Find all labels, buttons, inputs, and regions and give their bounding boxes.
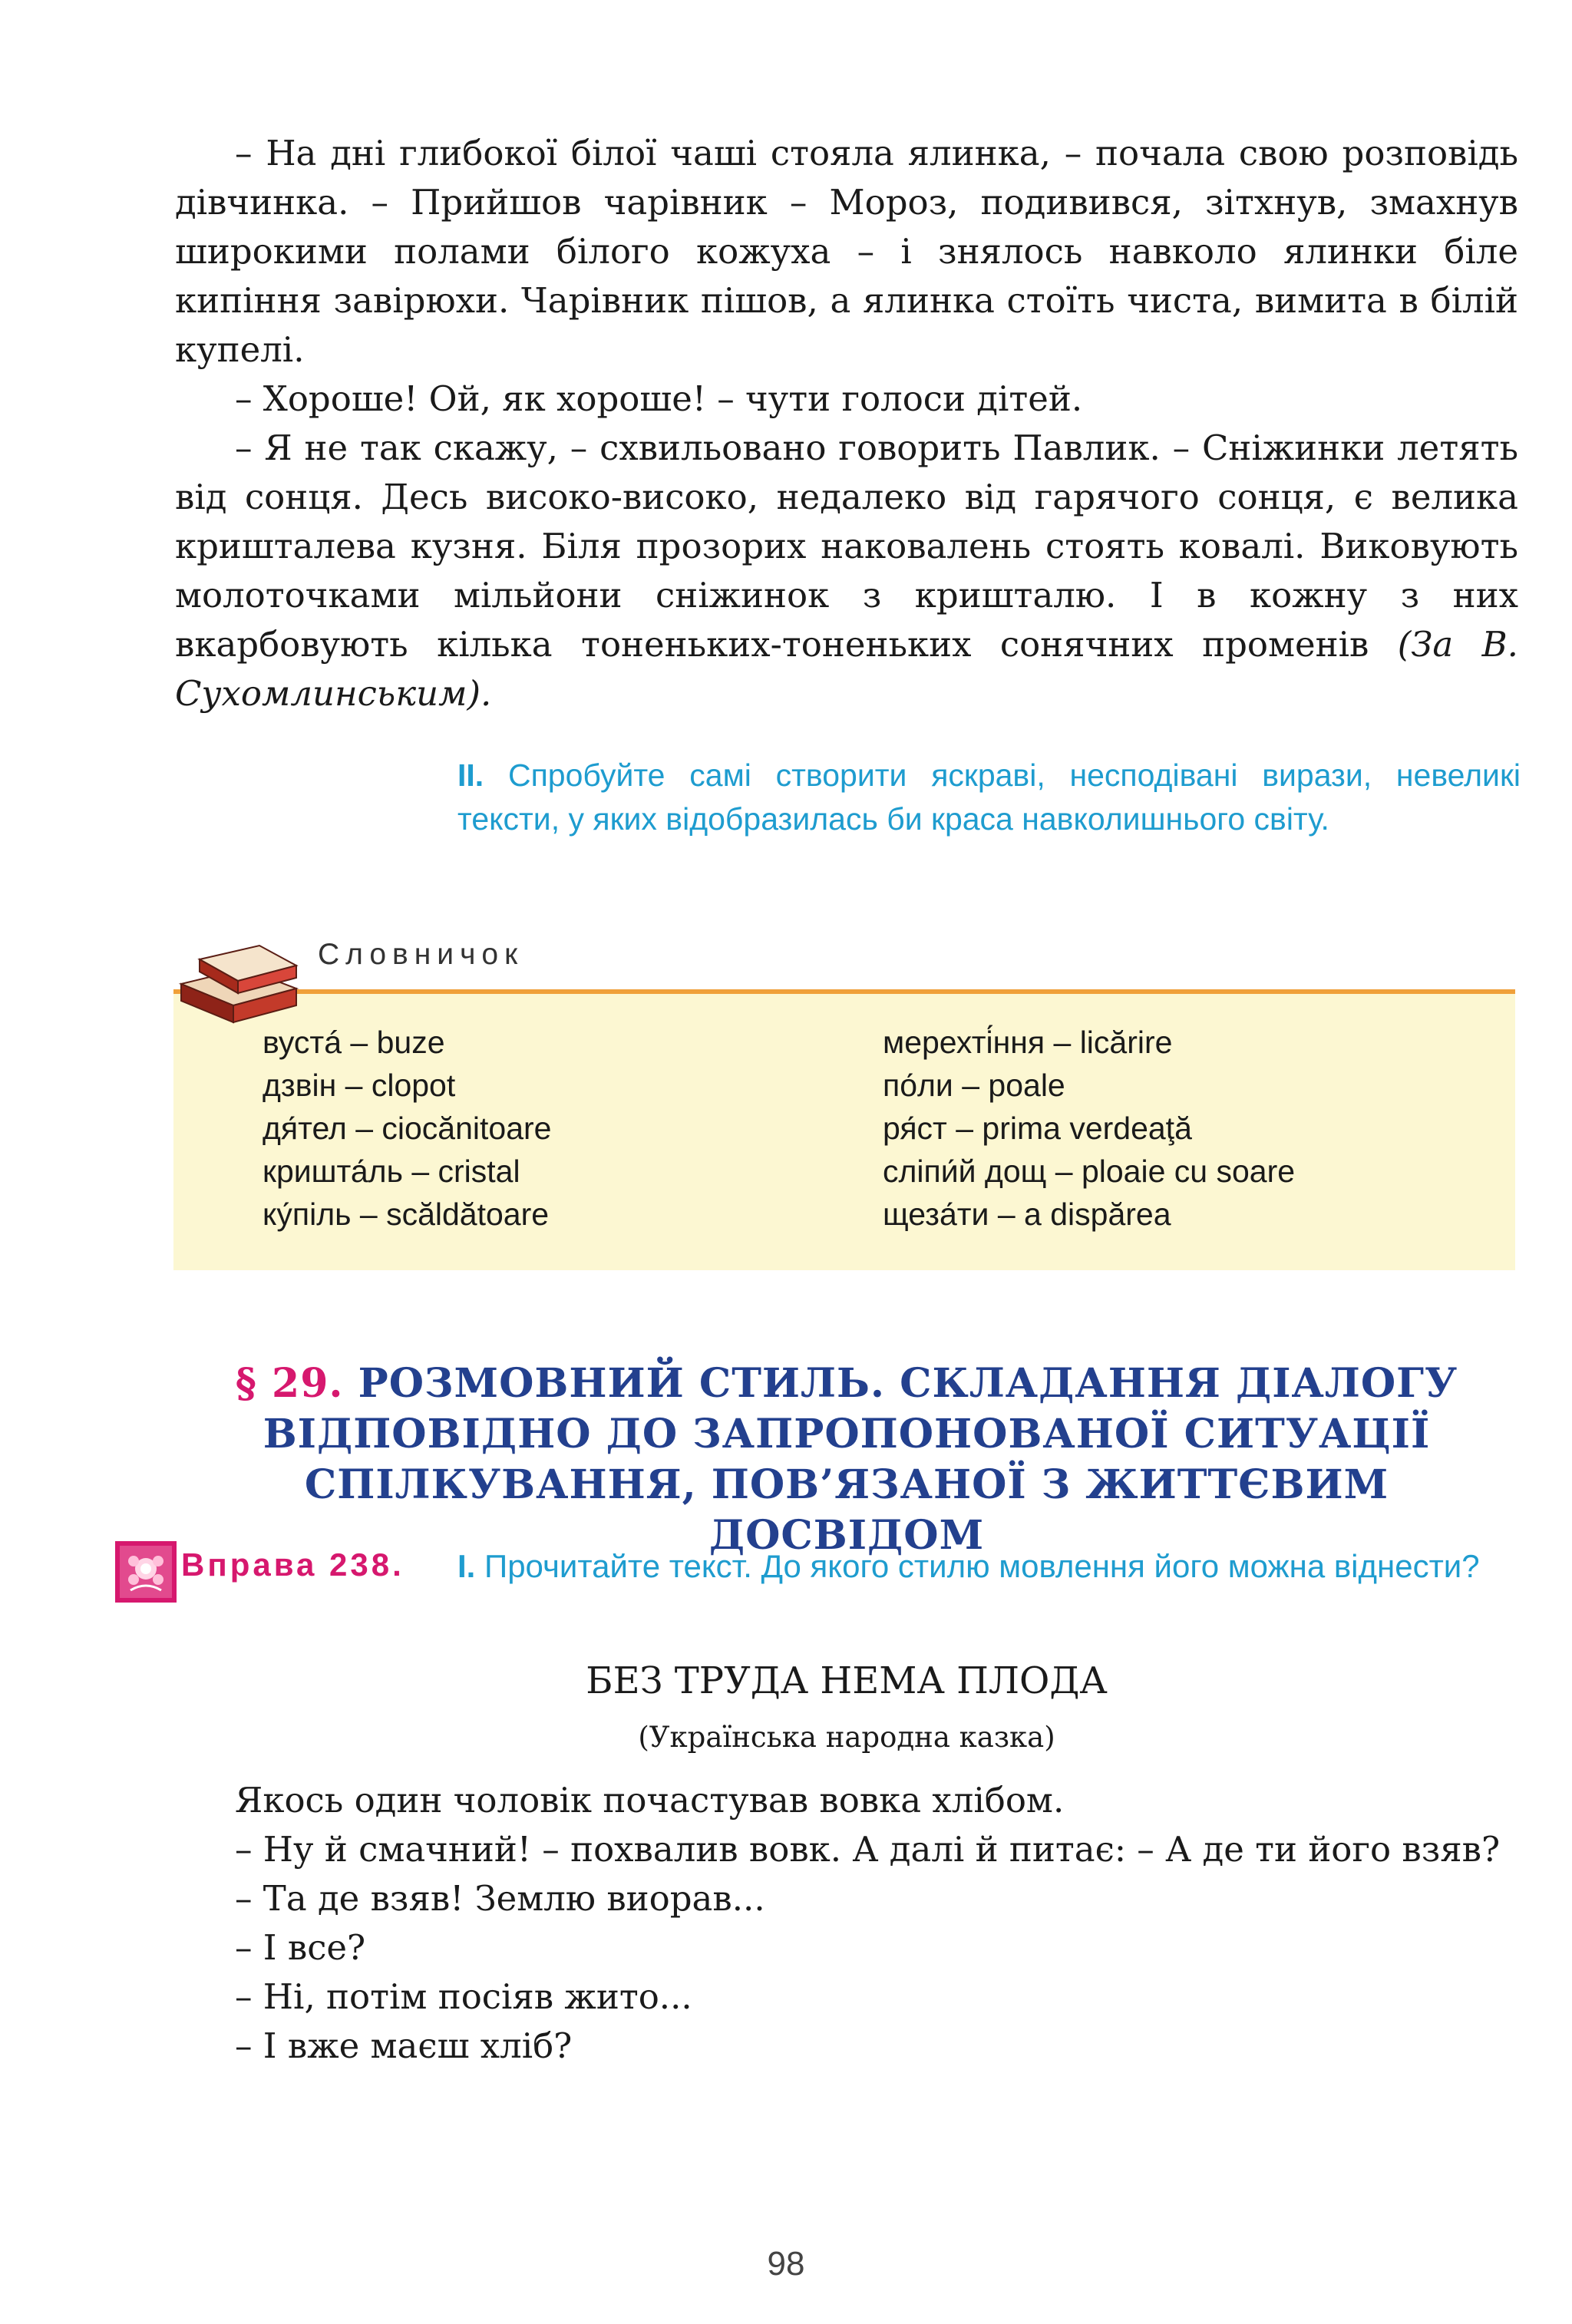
exercise-text (457, 1544, 1521, 1589)
page-number: 98 (767, 2245, 805, 2283)
story-text (175, 129, 1518, 718)
vocab-item: вустá – buze (263, 1025, 445, 1060)
tale-line: – І вже маєш хліб? (235, 2025, 573, 2066)
tale-title: БЕЗ ТРУДА НЕМА ПЛОДА (586, 1659, 1108, 1702)
vocab-item: ку́піль – scăldătoare (263, 1197, 550, 1232)
story-paragraph-2: – Хороше! Ой, як хороше! – чути голоси дітей. (235, 378, 1083, 419)
section-heading (175, 1358, 1518, 1561)
books-icon (173, 929, 304, 1028)
tale-line: – Ні, потім посіяв жито... (235, 1976, 692, 2017)
vocab-item: кришта́ль – cristal (263, 1154, 520, 1189)
vocab-item: сліпи́й дощ – ploaie cu soare (883, 1154, 1296, 1189)
vocab-item: щеза́ти – a dispărea (883, 1197, 1171, 1232)
vocab-item: ря́ст – prima verdeaţă (883, 1111, 1192, 1146)
task-2 (457, 754, 1521, 841)
tale-line: Якось один чоловік почастував вовка хлібом. (235, 1780, 1065, 1821)
vocabulary-divider (173, 989, 1515, 994)
section-title-1: РОЗМОВНИЙ СТИЛЬ. СКЛАДАННЯ ДІАЛОГУ (358, 1360, 1458, 1407)
vocabulary-left-column (263, 1021, 551, 1236)
story-paragraph-1: – На дні глибокої білої чаші стояла ялинка, – почала свою розповідь дівчинка. – Прийшов чарівник – Мороз, подивився, зітхнув, змахнув широкими полами білого кожуха – і знялось навколо ялинки біле кипіння завірюхи. Чарівник пішов, а ялинка стоїть чиста, вимита в білій купелі. (175, 133, 1518, 370)
section-heading-line-1 (175, 1358, 1518, 1409)
tale-line: – Та де взяв! Землю виорав... (235, 1878, 765, 1919)
task-2-text: Спробуйте самі створити яскраві, несподівані вирази, невеликі тексти, у яких відобразилась би краса навколишнього світу. (457, 758, 1521, 837)
story-author: (За В. Сухомлинським). (175, 624, 1518, 714)
tale-line: – І все? (235, 1927, 366, 1968)
section-number: § 29. (235, 1360, 344, 1407)
flower-ornament-icon (115, 1541, 177, 1603)
exercise-instruction: Прочитайте текст. До якого стилю мовлення його можна віднести? (484, 1548, 1480, 1584)
exercise-label: Вправа 238. (181, 1547, 405, 1583)
vocab-item: дзвін – clopot (263, 1068, 456, 1103)
exercise-part: I. (457, 1548, 476, 1584)
vocab-item: мерехті́ння – licărire (883, 1025, 1173, 1060)
section-heading-line-2: ВІДПОВІДНО ДО ЗАПРОПОНОВАНОЇ СИТУАЦІЇ (263, 1411, 1431, 1457)
tale-line: – Ну й смачний! – похвалив вовк. А далі й питає: – А де ти його взяв? (235, 1829, 1501, 1870)
story-paragraph-3 (175, 424, 1518, 718)
story-paragraph-3-text: – Я не так скажу, – схвильовано говорить Павлик. – Сніжинки летять від сонця. Десь високо-високо, недалеко від гарячого сонця, є велика кришталева кузня. Біля прозорих наковалень стоять ковалі. Виковують молоточками мільйони сніжинок з кришталю. І в кожну з них вкарбовують кілька тоненьких-тоненьких сонячних променів (175, 427, 1518, 665)
section-heading-line-3: СПІЛКУВАННЯ, ПОВ’ЯЗАНОЇ З ЖИТТЄВИМ ДОСВІДОМ (304, 1461, 1389, 1559)
vocabulary-right-column (883, 1021, 1295, 1236)
tale-text (175, 1776, 1518, 2071)
tale-subtitle: (Українська народна казка) (638, 1721, 1055, 1754)
vocab-item: дя́тел – ciocănitoare (263, 1111, 552, 1146)
vocab-item: по́ли – poale (883, 1068, 1065, 1103)
task-2-label: II. (457, 758, 484, 793)
vocabulary-title: Словничок (318, 938, 524, 971)
